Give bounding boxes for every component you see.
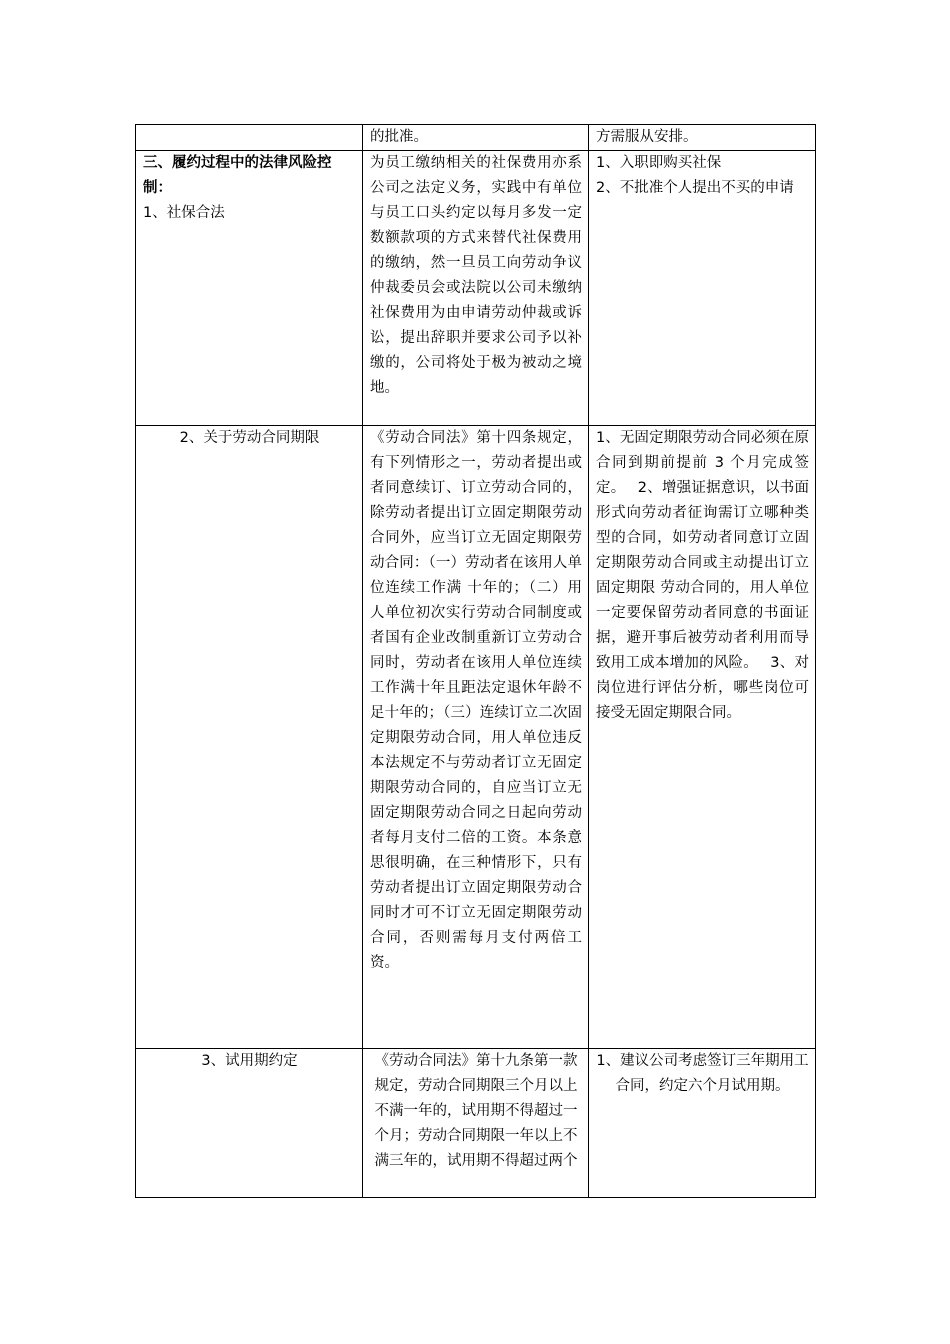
row2-col1 xyxy=(136,151,363,426)
recommendation-item: 2、不批准个人提出不买的申请 xyxy=(596,180,794,196)
table-row xyxy=(136,151,816,426)
row3-col2: 《劳动合同法》第十四条规定，有下列情形之一，劳动者提出或者同意续订、订立劳动合同的，除劳动者提出订立固定期限劳动合同外，应当订立无固定期限劳动合同：（一）劳动者在该用人单位连续工作满 十年的；（二）用人单位初次实行劳动合同制度或者国有企业改制重新订立劳动合同时，劳动者在该用人单位连续工作满十年且距法定退休年龄不足十年的；（三）连续订立二次固定期限劳动合同，用人单位违反本法规定不与劳动者订立无固定期限劳动合同的，自应当订立无固定期限劳动合同之日起向劳动者每月支付二倍的工资。本条意思很明确，在三种情形下，只有劳动者提出订立固定期限劳动合同时才可不订立无固定期限劳动合同，否则需每月支付两倍工资。 xyxy=(363,426,589,1049)
row3-col1: 2、关于劳动合同期限 xyxy=(136,426,363,1049)
row4-col1: 3、试用期约定 xyxy=(136,1049,363,1198)
row1-col2: 的批准。 xyxy=(363,125,589,151)
section-heading: 三、履约过程中的法律风险控制： xyxy=(143,155,332,196)
table-row xyxy=(136,426,816,1049)
row4-col2: 《劳动合同法》第十九条第一款规定，劳动合同期限三个月以上不满一年的，试用期不得超过一个月；劳动合同期限一年以上不满三年的，试用期不得超过两个 xyxy=(363,1049,589,1198)
row2-col3 xyxy=(589,151,816,426)
row4-col3: 1、建议公司考虑签订三年期用工合同，约定六个月试用期。 xyxy=(589,1049,816,1198)
row3-col3: 1、无固定期限劳动合同必须在原合同到期前提前 3 个月完成签定。 2、增强证据意识，以书面形式向劳动者征询需订立哪种类型的合同，如劳动者同意订立固定期限劳动合同或主动提出订立固定期限 劳动合同的，用人单位一定要保留劳动者同意的书面证据，避开事后被劳动者利用而导致用工成本增加的风险。 3、对岗位进行评估分析，哪些岗位可接受无固定期限合同。 xyxy=(589,426,816,1049)
row1-col1 xyxy=(136,125,363,151)
recommendation-item: 1、入职即购买社保 xyxy=(596,155,722,171)
row2-col2: 为员工缴纳相关的社保费用亦系公司之法定义务，实践中有单位与员工口头约定以每月多发一定数额款项的方式来替代社保费用的缴纳，然一旦员工向劳动争议仲裁委员会或法院以公司未缴纳社保费用为由申请劳动仲裁或诉讼，提出辞职并要求公司予以补缴的，公司将处于极为被动之境地。 xyxy=(363,151,589,426)
table-row xyxy=(136,125,816,151)
table-row xyxy=(136,1049,816,1198)
item-social-insurance: 1、社保合法 xyxy=(143,205,225,221)
row1-col3: 方需服从安排。 xyxy=(589,125,816,151)
legal-risk-table xyxy=(135,124,816,1198)
